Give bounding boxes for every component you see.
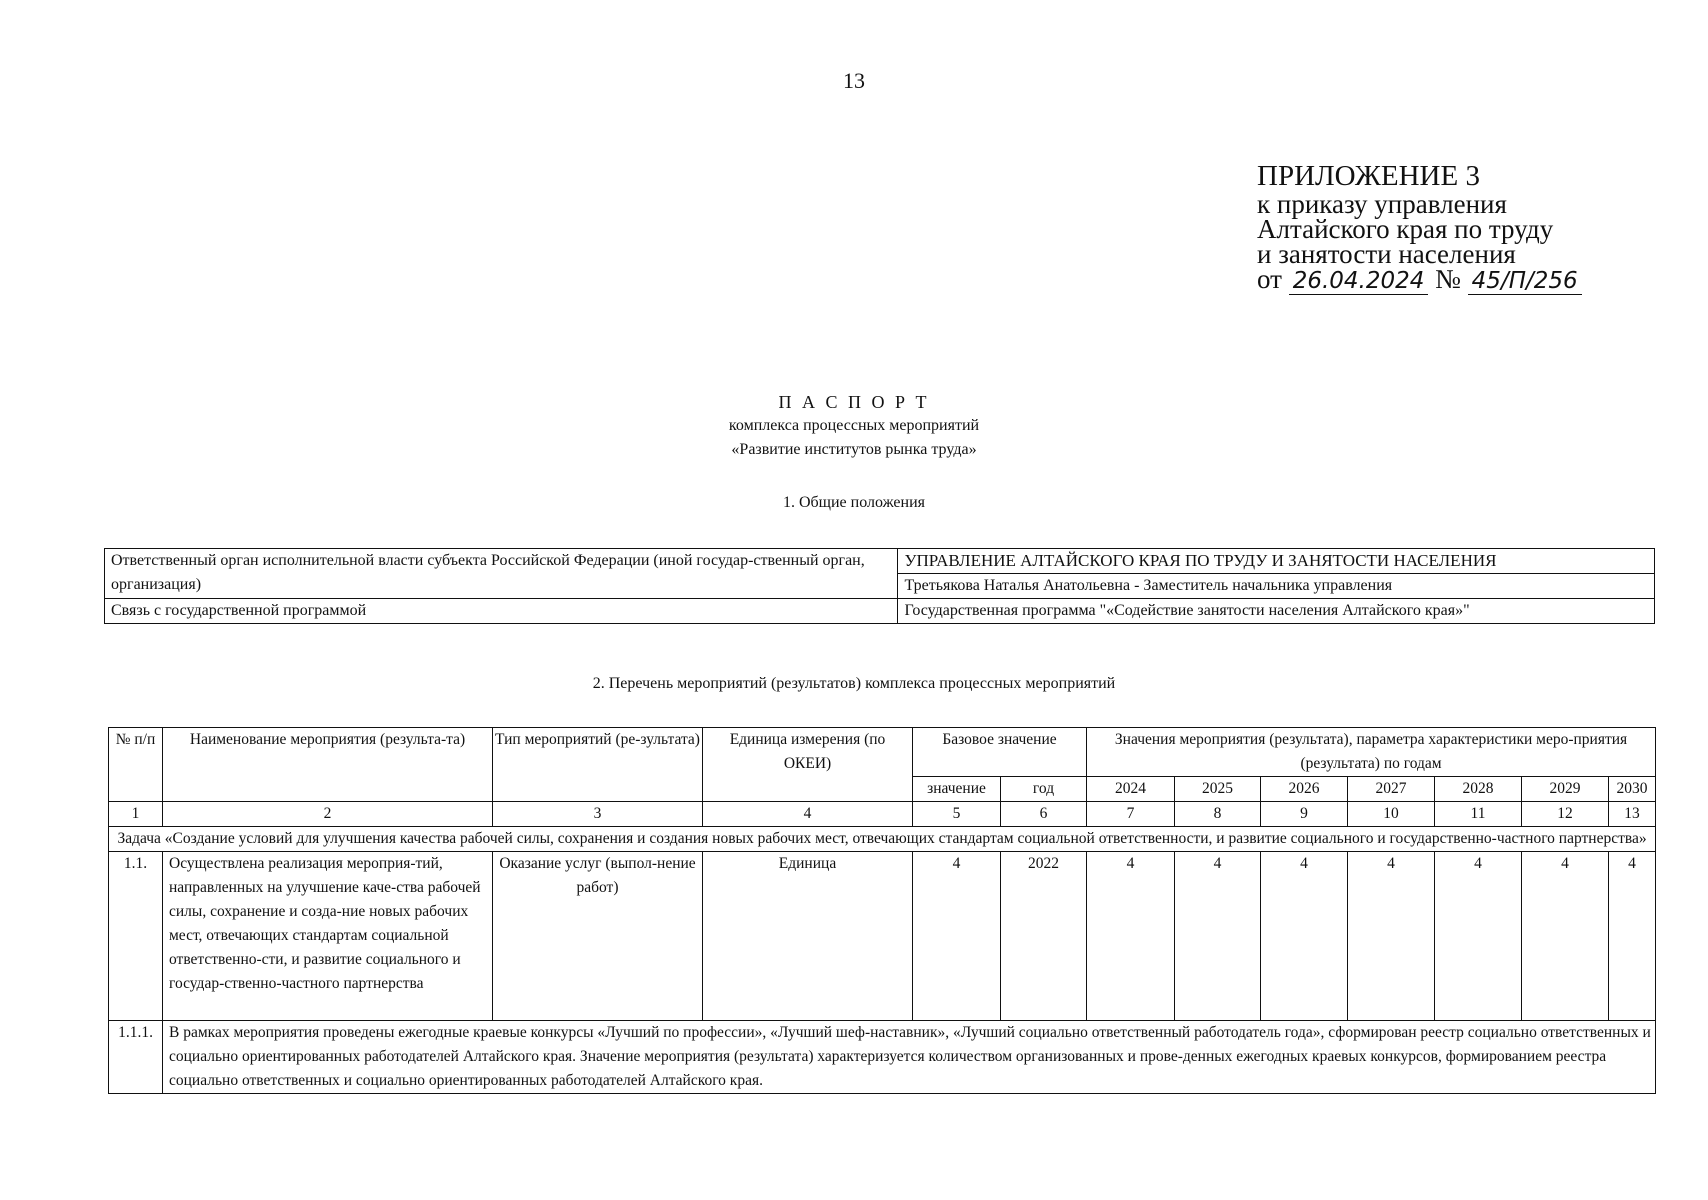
column-number: 11 — [1435, 802, 1522, 827]
order-date: 26.04.2024 — [1289, 269, 1429, 295]
appendix-line-3: Алтайского края по труду — [1257, 214, 1554, 244]
appendix-title: ПРИЛОЖЕНИЕ 3 — [1257, 160, 1480, 192]
column-number: 4 — [703, 802, 913, 827]
from-label: от — [1257, 264, 1282, 294]
header-values: Значения мероприятия (результата), параметра характеристики меро-приятия (результата) по годам — [1087, 728, 1656, 777]
appendix-date-line — [1257, 264, 1582, 295]
row-value: 4 — [1087, 852, 1175, 1021]
column-number: 8 — [1175, 802, 1261, 827]
responsible-person: Третьякова Наталья Анатольевна - Заместитель начальника управления — [898, 574, 1655, 599]
document-header — [0, 390, 1708, 462]
column-number: 9 — [1261, 802, 1348, 827]
header-row — [109, 728, 1656, 777]
row-unit: Единица — [703, 852, 913, 1021]
appendix-line-2: к приказу управления — [1257, 189, 1507, 219]
note-row — [109, 1021, 1656, 1094]
table-row — [105, 599, 1655, 624]
header-name: Наименование мероприятия (результа-та) — [163, 728, 493, 802]
row-value: 4 — [1609, 852, 1656, 1021]
row-base-value: 4 — [913, 852, 1001, 1021]
column-number: 13 — [1609, 802, 1656, 827]
responsible-value: УПРАВЛЕНИЕ АЛТАЙСКОГО КРАЯ ПО ТРУДУ И ЗАНЯТОСТИ НАСЕЛЕНИЯ — [898, 549, 1655, 574]
row-base-year: 2022 — [1001, 852, 1087, 1021]
row-num: 1.1. — [109, 852, 163, 1021]
note-text: В рамках мероприятия проведены ежегодные краевые конкурсы «Лучший по профессии», «Лучший шеф-наставник», «Лучший социально ответственный работодатель года», сформирован реестр социально ответственных и социально ориентированных работодателей Алтайского края. Значение мероприятия (результата) характеризуется количеством организованных и прове-денных ежегодных краевых конкурсов, формированием реестра социально ответственных и социально ориентированных работодателей Алтайского края. — [163, 1021, 1656, 1094]
column-number: 1 — [109, 802, 163, 827]
header-base-year: год — [1001, 777, 1087, 802]
row-value: 4 — [1175, 852, 1261, 1021]
document-subtitle-1: комплекса процессных мероприятий — [728, 417, 980, 434]
appendix-line-4: и занятости населения — [1257, 239, 1516, 269]
row-type: Оказание услуг (выпол-нение работ) — [493, 852, 703, 1021]
column-number: 12 — [1522, 802, 1609, 827]
column-number: 2 — [163, 802, 493, 827]
column-number: 5 — [913, 802, 1001, 827]
header-type: Тип мероприятий (ре-зультата) — [493, 728, 703, 802]
responsible-label: Ответственный орган исполнительной власти субъекта Российской Федерации (иной государ-ственный орган, организация) — [105, 549, 898, 599]
task-text: Задача «Создание условий для улучшения качества рабочей силы, сохранения и создания новых рабочих мест, отвечающих стандартам социальной ответственности, и развитие социального и государственно-частного партнерства» — [109, 827, 1656, 852]
header-unit: Единица измерения (по ОКЕИ) — [703, 728, 913, 802]
section-2-title: 2. Перечень мероприятий (результатов) комплекса процессных мероприятий — [592, 675, 1116, 692]
page-number: 13 — [843, 68, 865, 93]
header-year: 2024 — [1087, 777, 1175, 802]
note-num: 1.1.1. — [109, 1021, 163, 1094]
column-number: 10 — [1348, 802, 1435, 827]
column-number: 3 — [493, 802, 703, 827]
table-row — [105, 549, 1655, 574]
row-value: 4 — [1522, 852, 1609, 1021]
row-value: 4 — [1348, 852, 1435, 1021]
general-provisions-table — [104, 548, 1655, 624]
activities-table — [108, 727, 1656, 1094]
row-value: 4 — [1435, 852, 1522, 1021]
table-row — [109, 852, 1656, 1021]
task-row — [109, 827, 1656, 852]
program-link-value: Государственная программа "«Содействие занятости населения Алтайского края»" — [898, 599, 1655, 624]
header-num: № п/п — [109, 728, 163, 802]
document-title: П А С П О Р Т — [778, 392, 930, 412]
column-number: 7 — [1087, 802, 1175, 827]
order-number: 45/П/256 — [1468, 269, 1582, 295]
header-year: 2029 — [1522, 777, 1609, 802]
document-subtitle-2: «Развитие институтов рынка труда» — [731, 441, 977, 458]
program-link-label: Связь с государственной программой — [105, 599, 898, 624]
appendix-block — [1257, 160, 1582, 295]
header-base: Базовое значение — [913, 728, 1087, 777]
header-year: 2025 — [1175, 777, 1261, 802]
section-1-title: 1. Общие положения — [782, 494, 926, 511]
number-label: № — [1435, 264, 1461, 294]
column-number: 6 — [1001, 802, 1087, 827]
header-year: 2030 — [1609, 777, 1656, 802]
row-name: Осуществлена реализация мероприя-тий, направленных на улучшение каче-ства рабочей силы, сохранение и созда-ние новых рабочих мест, отвечающих стандартам социальной ответственно-сти, и развитие социального и государ-ственно-частного партнерства — [163, 852, 493, 1021]
column-number-row — [109, 802, 1656, 827]
header-base-value: значение — [913, 777, 1001, 802]
row-value: 4 — [1261, 852, 1348, 1021]
header-year: 2026 — [1261, 777, 1348, 802]
header-year: 2027 — [1348, 777, 1435, 802]
header-year: 2028 — [1435, 777, 1522, 802]
